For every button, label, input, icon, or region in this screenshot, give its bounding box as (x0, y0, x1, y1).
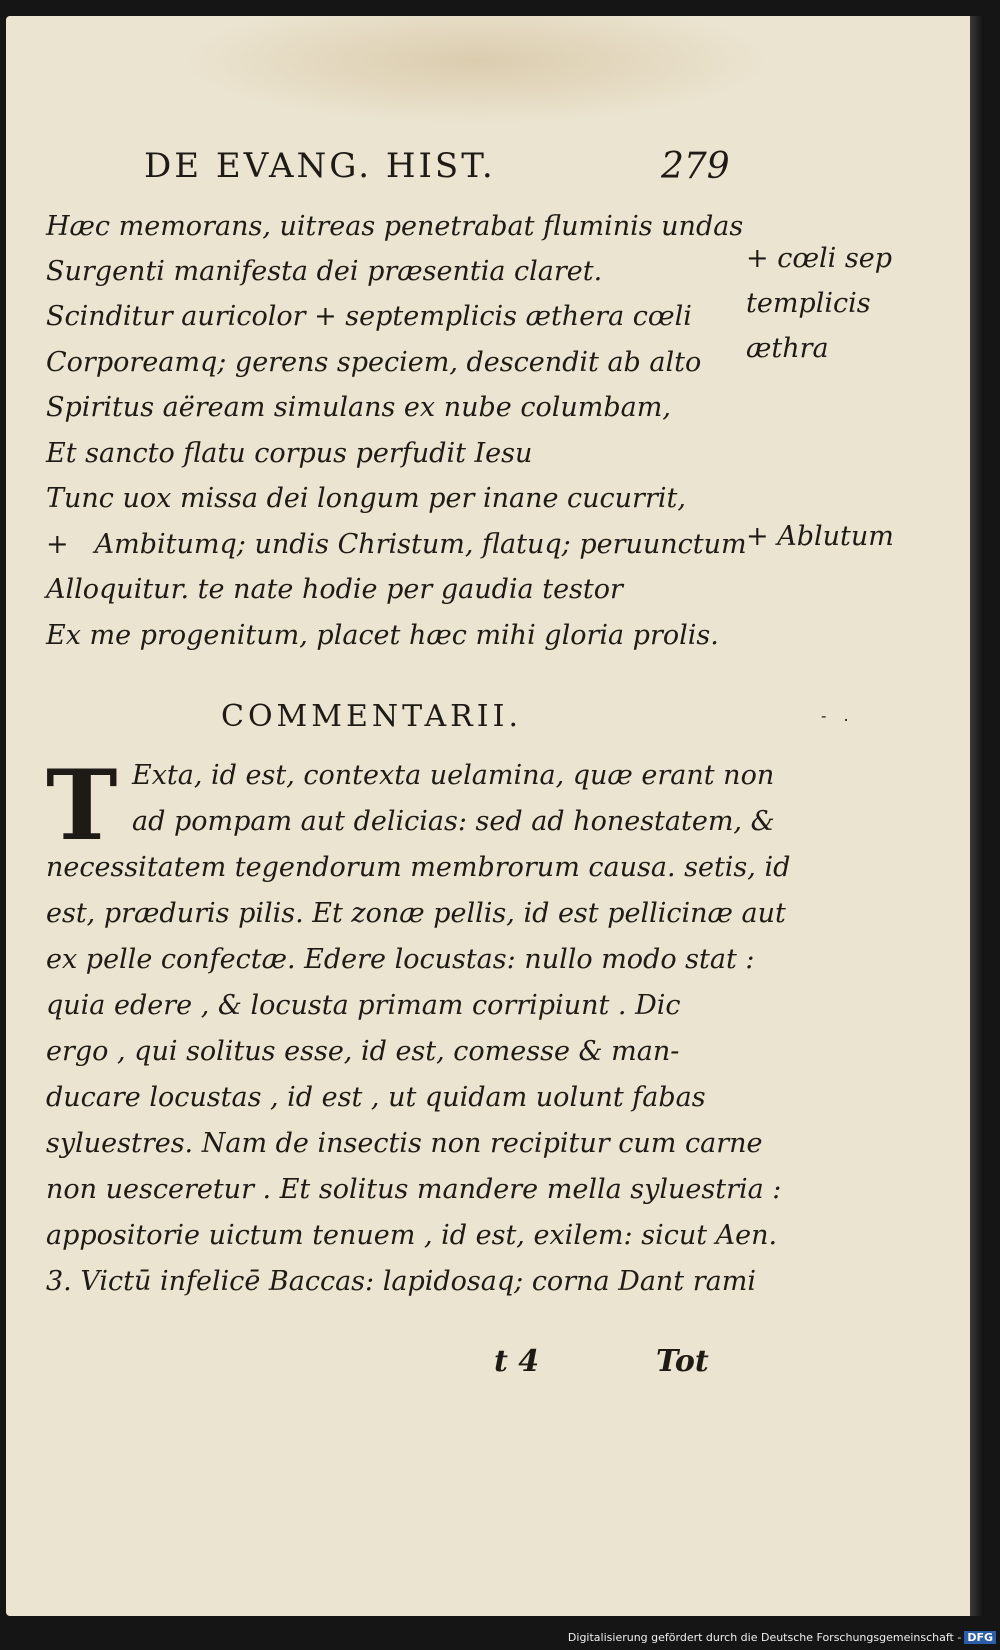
commentary-line: 3. Victū infelicē Baccas: lapidosaq; corna Dant rami (46, 1266, 756, 1297)
commentary-line: appositorie uictum tenuem , id est, exilem: sicut Aen. (46, 1220, 778, 1251)
margin-note: æthra (746, 333, 829, 364)
verse-line-marked (46, 527, 747, 563)
commentary-line: ducare locustas , id est , ut quidam uolunt fabas (46, 1082, 706, 1113)
signature-mark: t 4 (494, 1344, 540, 1379)
verse-line: Hæc memorans, uitreas penetrabat fluminis undas (46, 211, 744, 242)
decorative-dots: - . (821, 706, 855, 725)
commentary-line: est, præduris pilis. Et zonæ pellis, id est pellicinæ aut (46, 898, 786, 929)
dfg-logo: DFG (964, 1631, 996, 1644)
verse-line: Spiritus aëream simulans ex nube columbam, (46, 392, 671, 423)
catchword: Tot (656, 1344, 709, 1379)
commentary-line: ex pelle confectæ. Edere locustas: nullo modo stat : (46, 944, 755, 975)
digitization-credit (568, 1631, 996, 1644)
margin-note: templicis (746, 288, 871, 319)
verse-line: Et sancto flatu corpus perfudit Iesu (46, 438, 533, 469)
verse-line-text: Ambitumq; undis Christum, flatuq; peruunctum (94, 529, 747, 560)
commentary-line: necessitatem tegendorum membrorum causa. setis, id (46, 852, 791, 883)
page-gutter (970, 16, 984, 1616)
commentary-heading: COMMENTARII. (221, 699, 522, 734)
verse-line: Ex me progenitum, placet hæc mihi gloria prolis. (46, 620, 719, 651)
commentary-line: ad pompam aut delicias: sed ad honestatem, & (132, 806, 775, 837)
verse-line: Alloquitur. te nate hodie per gaudia testor (46, 574, 623, 605)
page-number: 279 (661, 146, 730, 187)
commentary-line: quia edere , & locusta primam corripiunt . Dic (46, 990, 681, 1021)
drop-cap-initial: T (46, 749, 118, 862)
margin-note: + Ablutum (746, 521, 894, 552)
credit-text: Digitalisierung gefördert durch die Deutsche Forschungsgemeinschaft - (567, 1631, 962, 1644)
margin-note: + cœli sep (746, 243, 892, 274)
commentary-line: non uesceretur . Et solitus mandere mella syluestria : (46, 1174, 782, 1205)
cross-marker: + (46, 529, 69, 560)
book-page (6, 16, 974, 1616)
verse-line: Surgenti manifesta dei præsentia claret. (46, 256, 603, 287)
commentary-line: ergo , qui solitus esse, id est, comesse & man- (46, 1036, 680, 1067)
commentary-line: syluestres. Nam de insectis non recipitur cum carne (46, 1128, 763, 1159)
commentary-line: Exta, id est, contexta uelamina, quæ erant non (132, 760, 775, 791)
verse-line: Tunc uox missa dei longum per inane cucurrit, (46, 483, 686, 514)
verse-line: Corporeamq; gerens speciem, descendit ab alto (46, 347, 702, 378)
running-title: DE EVANG. HIST. (144, 146, 496, 186)
verse-line: Scinditur auricolor + septemplicis æthera cœli (46, 301, 692, 332)
